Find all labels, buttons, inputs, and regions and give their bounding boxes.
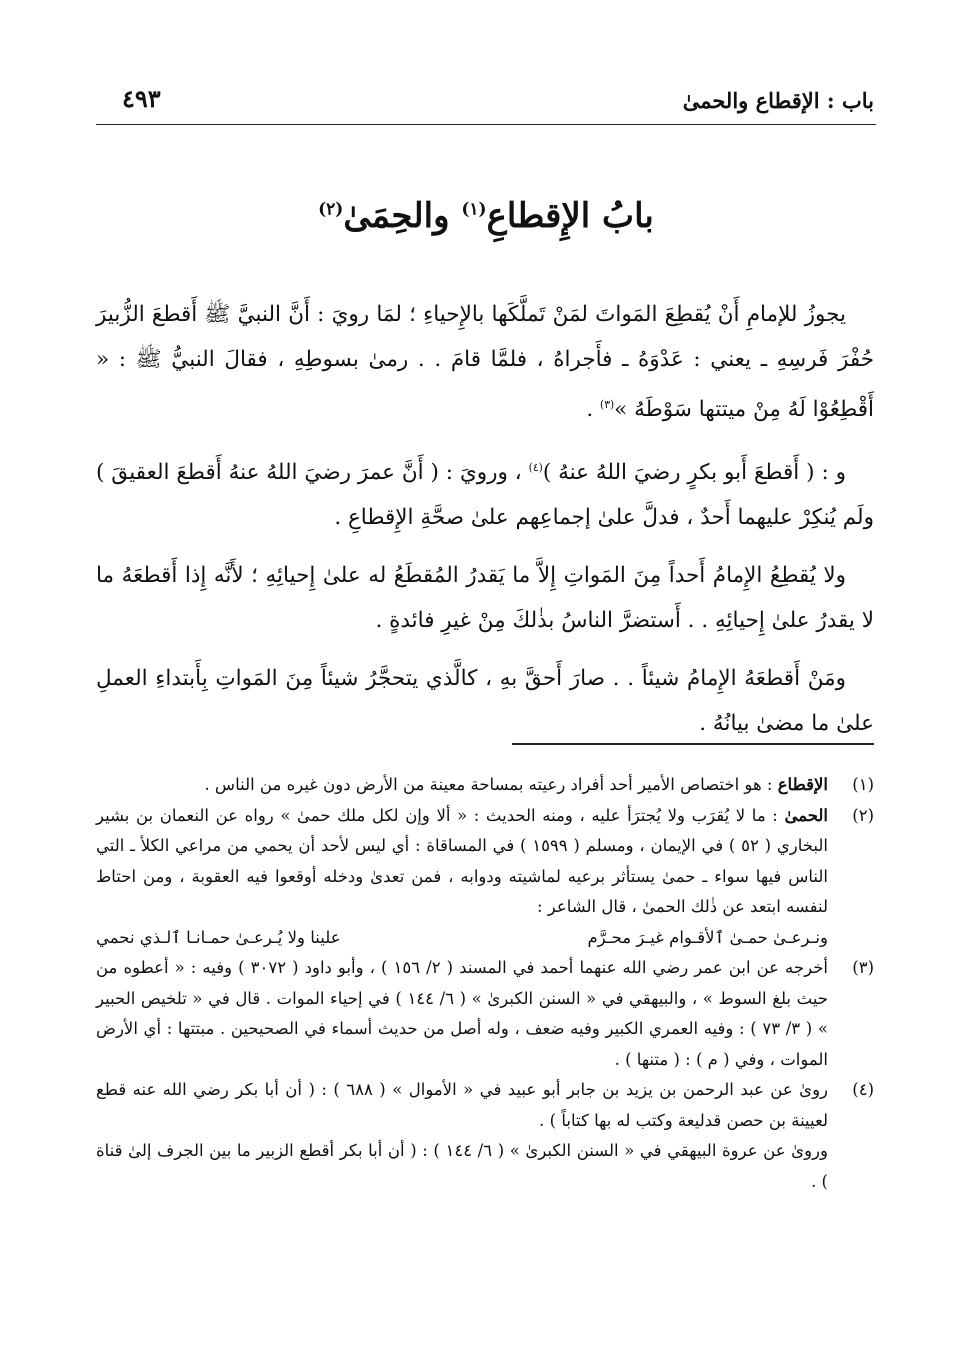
footnote-term: الحمىٰ xyxy=(784,805,828,825)
footnotes xyxy=(96,770,874,1197)
footnote-text: : هو اختصاص الأمير أحد أفراد رعيته بمساحة معينة من الأرض دون غيره من الناس . xyxy=(204,775,778,794)
footnote-1 xyxy=(96,770,874,801)
footnote-ref-2: (٢) xyxy=(318,199,344,220)
chapter-title xyxy=(96,196,876,236)
footnote-text: أخرجه عن ابن عمر رضي الله عنهما أحمد في المسند ( ٢/ ١٥٦ ) ، وأبو داود ( ٣٠٧٢ ) وفيه : « أعطوه من حيث بلغ السوط » ، والبيهقي في « السنن الكبرىٰ » ( ٦/ ١٤٤ ) في إحياء الموات . قال في « تلخيص الحبير » ( ٣/ ٧٣ ) : وفيه العمري الكبير وفيه ضعف ، وله أصل من حديث أسماء في الصحيحين . مبتتها : أي الأرض الموات ، وفي ( م ) : ( متنها ) . xyxy=(96,958,828,1069)
running-title: باب : الإقطاع والحمىٰ xyxy=(682,88,874,113)
paragraph-2-text-b: ، ورويَ : ( أَنَّ عمرَ رضيَ اللهُ عنهُ أَقطعَ العقيقَ ) ولَم يُنكِرْ عليهما أَحدٌ ، فدلَّ علىٰ إجماعِهم علىٰ صحَّةِ الإِقطاعِ . xyxy=(96,460,874,531)
footnote-term: الإقطاع xyxy=(777,775,828,794)
footnote-text-continued: ورویٰ عن عروة البيهقي في « السنن الكبرىٰ » ( ٦/ ١٤٤ ) : ( أن أبا بكر أقطع الزبير ما بين الجرف إلىٰ قناة ) . xyxy=(96,1141,828,1191)
paragraph-2-text-a: و : ( أَقطعَ أَبو بكرٍ رضيَ اللهُ عنهُ ) xyxy=(542,460,846,486)
chapter-title-conj: والحِمَىٰ xyxy=(343,196,462,236)
footnote-4 xyxy=(96,1075,874,1197)
footnote-3 xyxy=(96,953,874,1075)
footnote-number: (٣) xyxy=(852,958,874,977)
footnote-ref-4: (٤) xyxy=(528,461,543,475)
footnote-2 xyxy=(96,801,874,954)
paragraph-1-text: يجوزُ للإمامِ أَنْ يُقطِعَ المَواتَ لمَنْ تَملَّكَها بالإِحياءِ ؛ لمَا رويَ : أَنَّ النبيَّ ﷺ أَقطعَ الزُّبيرَ حُفْرَ فَرسِهِ ـ يعني : عَدْوَهُ ـ فأَجراهُ ، فلمَّا قامَ . . رمىٰ بسوطِهِ ، فقالَ النبيُّ ﷺ : « أَقْطِعُوْا لَهُ مِنْ ميتتها سَوْطَهُ » xyxy=(96,302,874,423)
verse-second-hemistich: علينا ولا يُـرعـىٰ حمـانـا ٱلـذي نحمي xyxy=(96,927,341,947)
footnote-ref-1: (١) xyxy=(461,199,487,220)
footnote-text: : ما لا يُقرَب ولا يُجترَأ عليه ، ومنه الحديث : « ألا وإن لكل ملك حمىٰ » رواه عن النعمان بن بشير البخاري ( ٥٢ ) في الإيمان ، ومسلم ( ١٥٩٩ ) في المساقاة : أي ليس لأحد أن يحمي من مراعي الكلأ ـ التي الناس فيها سواء ـ حمىٰ يستأثر برعيه لماشيته ودوابه ، فمن تعدىٰ ودخله أوقعوا فيه العقوبة ، ومن احتاط لنفسه ابتعد عن ذٰلك الحمىٰ ، قال الشاعر : xyxy=(96,805,829,916)
footnote-number: (٤) xyxy=(852,1080,874,1099)
footnote-number: (١) xyxy=(852,775,874,794)
paragraph-1-end: . xyxy=(586,397,600,423)
footnote-separator xyxy=(512,743,874,745)
verse-first-hemistich: ونـرعـىٰ حمـىٰ ٱلأقـوام غيـرَ محـرَّم xyxy=(587,927,828,947)
main-text xyxy=(96,292,874,746)
paragraph-3: ولا يُقطِعُ الإِمامُ أَحداً مِنَ المَواتِ إِلاَّ ما يَقدرُ المُقطَعُ له علىٰ إِحيائِهِ ؛ لأَنَّه إِذا أَقطعَهُ ما لا يقدرُ علىٰ إِحيائِهِ . . أَستضرَّ الناسُ بذٰلكَ مِنْ غيرِ فائدةٍ . xyxy=(96,563,874,634)
footnote-text: رویٰ عن عبد الرحمن بن يزيد بن جابر أبو عبيد في « الأموال » ( ٦٨٨ ) : ( أن أبا بكر رضي الله عنه قطع لعيينة بن حصن قدليعة وكتب له بها كتاباً ) . xyxy=(96,1080,828,1130)
page-number: ٤٩٣ xyxy=(122,84,161,113)
header-rule xyxy=(96,124,876,125)
poem-verse xyxy=(96,923,828,954)
paragraph-1 xyxy=(96,292,874,432)
chapter-title-text: بابُ الإِقطاعِ xyxy=(486,196,654,236)
page-header xyxy=(96,82,876,126)
footnote-ref-3: (٣) xyxy=(599,398,615,411)
paragraph-2 xyxy=(96,445,874,540)
footnote-number: (٢) xyxy=(852,805,874,825)
paragraph-4: ومَنْ أَقطعَهُ الإِمامُ شيئاً . . صارَ أَحقَّ بهِ ، كالَّذي يتحجَّرُ شيئاً مِنَ المَواتِ بِأَبتداءِ العملِ علىٰ ما مضىٰ بيانُهُ . xyxy=(96,666,874,737)
